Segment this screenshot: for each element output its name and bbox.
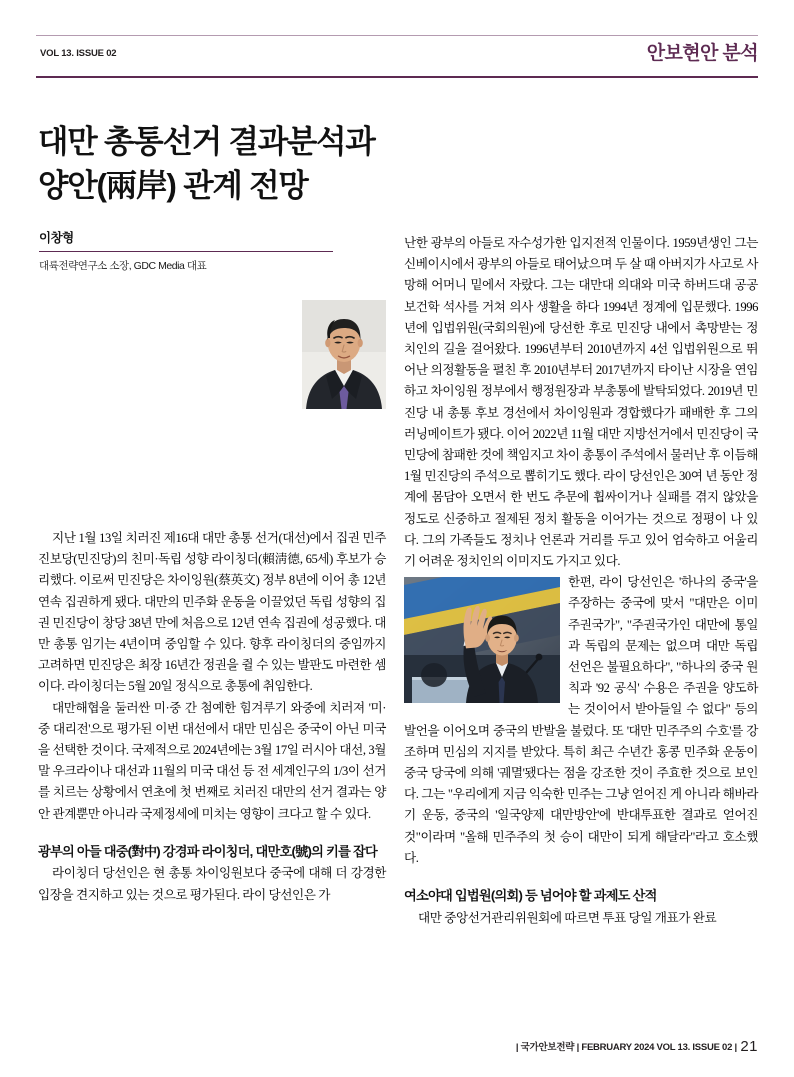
body-column-left	[38, 528, 386, 906]
top-hairline-divider	[36, 35, 758, 36]
header-rule-divider	[36, 76, 758, 78]
paragraph: 대만 중앙선거관리위원회에 따르면 투표 당일 개표가 완료	[418, 910, 717, 925]
paragraph: 대만해협을 둘러싼 미·중 간 첨예한 힘겨루기 와중에 치러져 '미·중 대리전'으로 평가된 이번 대선에서 대만 민심은 중국이 아닌 미국을 선택한 것이다. 국제적으로 2024년에는 3월 17일 러시아 대선, 3월 말 우크라이나 대선과 11월의 미국 대선 등 전 세계인구의 1/3이 선거를 치르는 상황에서 연초에 첫 번째로 치러진 대만의 선거 결과는 양안 관계뿐만 아니라 국제정세에 미치는 영향이 크다고 할 수 있다.	[38, 700, 386, 821]
section-subheading-2: 여소야대 입법원(의회) 등 넘어야 할 과제도 산적	[404, 888, 657, 904]
body-column-right	[404, 233, 758, 929]
author-portrait-photo	[302, 300, 386, 409]
article-title	[38, 119, 598, 207]
lai-ching-te-photo	[404, 577, 560, 703]
section-subheading-1: 광부의 아들 대중(對中) 강경파 라이칭더, 대만호(號)의 키를 잡다	[38, 843, 377, 859]
paragraph-continued: 난한 광부의 아들로 자수성가한 입지전적 인물이다. 1959년생인 그는 신베이시에서 광부의 아들로 태어났으며 두 살 때 아버지가 사고로 사망해 어머니 밑에서 자랐다. 그는 대만대 의대와 미국 하버드대 공공보건학 석사를 거쳐 의사 생활을 하다 1994년 정계에 입문했다. 1996년에 입법위원(국회의원)에 당선한 후로 민진당 내에서 촉망받는 정치인의 길을 걸어왔다. 1996년부터 2010년까지 4선 입법위원으로 뛰어난 의정활동을 펼친 후 2010년부터 2017년까지 타이난 시장을 연임하고 차이잉원 정부에서 행정원장과 부총통에 발탁되었다. 2019년 민진당 내 총통 후보 경선에서 차이잉원과 경합했다가 패배한 후 그의 러닝메이트가 됐다. 이어 2022년 11월 대만 지방선거에서 민진당이 국민당에 참패한 것에 책임지고 차이 총통이 주석에서 물러난 후 이듬해 1월 민진당의 주석으로 뽑히기도 했다. 라이 당선인은 30여 년 동안 정계에 몸담아 오면서 한 번도 추문에 휩싸이거나 실패를 겪지 않았을 정도로 신중하고 절제된 정치 활동을 이어가는 것으로 정평이 나 있다. 그의 가족들도 정치나 언론과 거리를 두고 있어 엄숙하고 어울리기 어려운 정치인의 이미지도 가지고 있다.	[404, 236, 758, 569]
page-footer	[516, 1038, 758, 1055]
paragraph: 라이칭더 당선인은 현 총통 차이잉원보다 중국에 대해 더 강경한 입장을 견지하고 있는 것으로 평가된다. 라이 당선인은 가	[38, 866, 386, 902]
footer-issue-label: FEBRUARY 2024 VOL 13. ISSUE 02 |	[581, 1042, 737, 1053]
paragraph: 지난 1월 13일 치러진 제16대 대만 총통 선거(대선)에서 집권 민주진보당(민진당)의 친미·독립 성향 라이칭더(賴淸德, 65세) 후보가 승리했다. 이로써 민진당은 차이잉원(蔡英文) 정부 8년에 이어 총 12년 연속 집권하게 됐다. 대만의 민주화 운동을 이끌었던 독립 성향의 집권 민진당이 창당 38년 만에 처음으로 12년 연속 집권에 성공했다. 대만 총통 임기는 4년이며 중임할 수 있다. 향후 라이칭더의 중임까지 고려하면 민진당은 최장 16년간 정권을 쥘 수 있는 발판도 마련한 셈이다. 라이칭더는 5월 20일 정식으로 총통에 취임한다.	[38, 531, 386, 694]
author-name: 이창형	[39, 231, 74, 245]
volume-issue-label: VOL 13. ISSUE 02	[40, 48, 117, 59]
page-number: 21	[740, 1038, 758, 1055]
article-title-line-2: 양안(兩岸) 관계 전망	[38, 167, 308, 204]
paragraph: 한편, 라이 당선인은 '하나의 중국'을 주장하는 중국에 맞서 "대만은 이미 주권국가", "주권국가인 대만에 통일과 독립의 문제는 없으며 대만 독립 선언은 불필요하다", "하나의 중국 원칙과 '92 공식' 수용은 주권을 양도하는 것이어서 받아들일 수 없다" 등의 발언을 이어오며 중국의 반발을 불렀다. 또 '대만 민주주의 수호'를 강조하며 민심의 지지를 받았다. 특히 최근 수년간 홍콩 민주화 운동이 중국 당국에 의해 '궤멸'됐다는 점을 강조한 것이 주효한 것으로 보인다. 그는 "우리에게 지금 익숙한 민주는 그냥 얻어진 게 아니라 해바라기 운동, 중국의 '일국양제 대만방안'에 반대투표한 결과로 얻어진 것"이라며 "올해 민주주의 첫 승이 대만이 되게 해달라"라고 호소했다.	[404, 575, 758, 865]
byline-rule-divider	[39, 251, 333, 252]
section-title: 안보현안 분석	[646, 43, 758, 64]
author-affiliation: 대륙전략연구소 소장, GDC Media 대표	[39, 260, 207, 273]
running-head	[36, 40, 758, 72]
footer-journal-name: | 국가안보전략 |	[515, 1042, 579, 1053]
article-title-line-1: 대만 총통선거 결과분석과	[38, 123, 375, 160]
byline	[39, 228, 339, 273]
